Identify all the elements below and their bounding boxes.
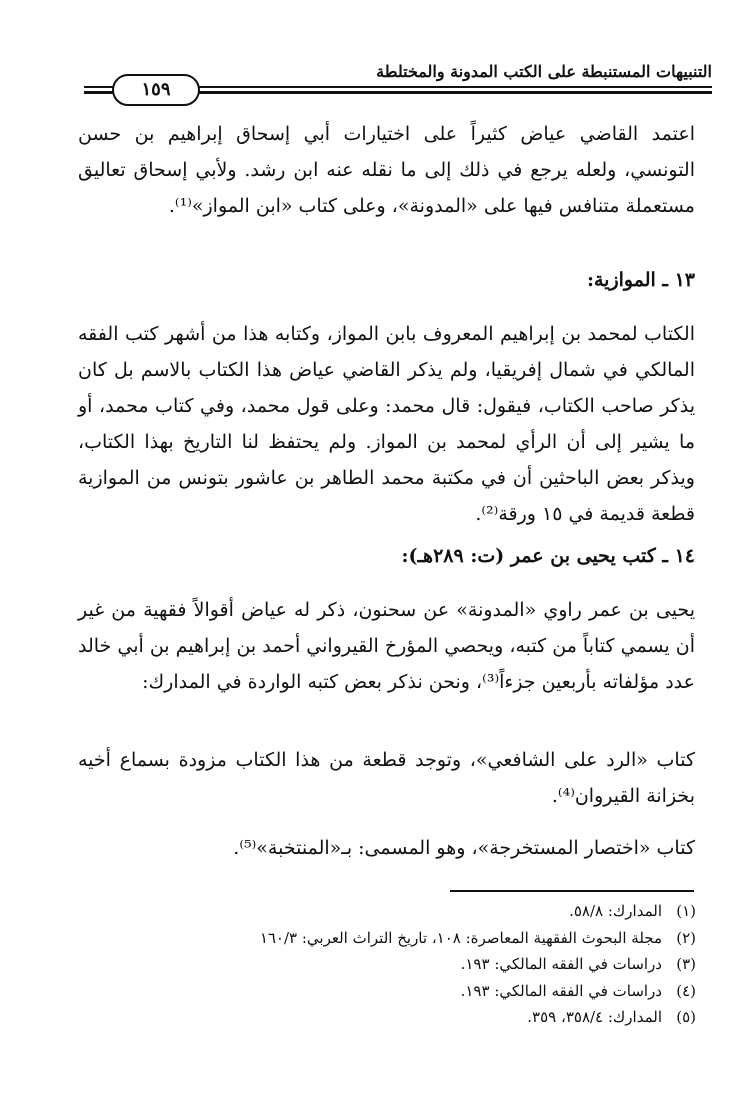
footnote-separator xyxy=(450,890,694,892)
footnote-number: (٤) xyxy=(676,981,696,1000)
footnote-number: (١) xyxy=(676,902,696,920)
footnote-item xyxy=(96,898,696,925)
footnote-number: (٢) xyxy=(676,928,696,947)
footnote-item xyxy=(96,925,696,952)
paragraph-yahya-ibn-umar: يحيى بن عمر راوي «المدونة» عن سحنون، ذكر له عياض أقوالاً فقهية من غير أن يسمي كتاباً من كتبه، ويحصي المؤرخ القيرواني أحمد بن إبراهيم بن أبي خالد عدد مؤلفاته بأربعين جزءاً⁽³⁾، ونحن نذكر بعض كتبه الواردة في المدارك: xyxy=(78,599,695,693)
running-title: التنبيهات المستنبطة على الكتب المدونة والمختلطة xyxy=(376,62,712,81)
page-number: ١٥٩ xyxy=(112,74,200,106)
footnote-text: المدارك: ٣٥٨/٤، ٣٥٩. xyxy=(527,1008,662,1026)
footnotes xyxy=(96,898,696,1031)
paragraph-radd-shafii: كتاب «الرد على الشافعي»، وتوجد قطعة من هذا الكتاب مزودة بسماع أخيه بخزانة القيروان⁽⁴⁾. xyxy=(78,749,695,807)
paragraph-ikhtisar: كتاب «اختصار المستخرجة»، وهو المسمى: بـ«المنتخبة»⁽⁵⁾. xyxy=(233,837,695,859)
paragraph-mawaziyya: الكتاب لمحمد بن إبراهيم المعروف بابن المواز، وكتابه هذا من أشهر كتب الفقه المالكي في شمال إفريقيا، ولم يذكر القاضي عياض هذا الكتاب بالاسم بل كان يذكر صاحب الكتاب، فيقول: قال محمد: وعلى قول محمد، وفي كتاب محمد، أو ما يشير إلى أن الرأي لمحمد بن المواز. ولم يحتفظ لنا التاريخ بهذا الكتاب، ويذكر بعض الباحثين أن في مكتبة محمد الطاهر بن عاشور بتونس من الموازية قطعة قديمة في ١٥ ورقة⁽²⁾. xyxy=(78,323,695,525)
footnote-text: دراسات في الفقه المالكي: ١٩٣. xyxy=(460,981,662,1000)
section-heading-13: ١٣ ـ الموازية: xyxy=(586,269,695,291)
footnote-item xyxy=(96,1004,696,1031)
section-heading-14: ١٤ ـ كتب يحيى بن عمر (ت: ٢٨٩هـ): xyxy=(401,545,695,567)
footnote-item xyxy=(96,978,696,1005)
page-header xyxy=(84,58,712,102)
footnote-text: مجلة البحوث الفقهية المعاصرة: ١٠٨، تاريخ التراث العربي: ١٦٠/٣ xyxy=(259,928,662,947)
footnote-text: المدارك: ٥٨/٨. xyxy=(569,902,662,920)
footnote-number: (٣) xyxy=(676,955,696,973)
footnote-number: (٥) xyxy=(676,1008,696,1026)
footnote-text: دراسات في الفقه المالكي: ١٩٣. xyxy=(460,955,662,973)
footnote-item xyxy=(96,951,696,978)
paragraph-abu-ishaq: اعتمد القاضي عياض كثيراً على اختيارات أبي إسحاق إبراهيم بن حسن التونسي، ولعله يرجع في ذلك إلى ما نقله عنه ابن رشد. ولأبي إسحاق تعاليق مستعملة متنافس فيها على «المدونة»، وعلى كتاب «ابن المواز»⁽¹⁾. xyxy=(78,123,695,217)
